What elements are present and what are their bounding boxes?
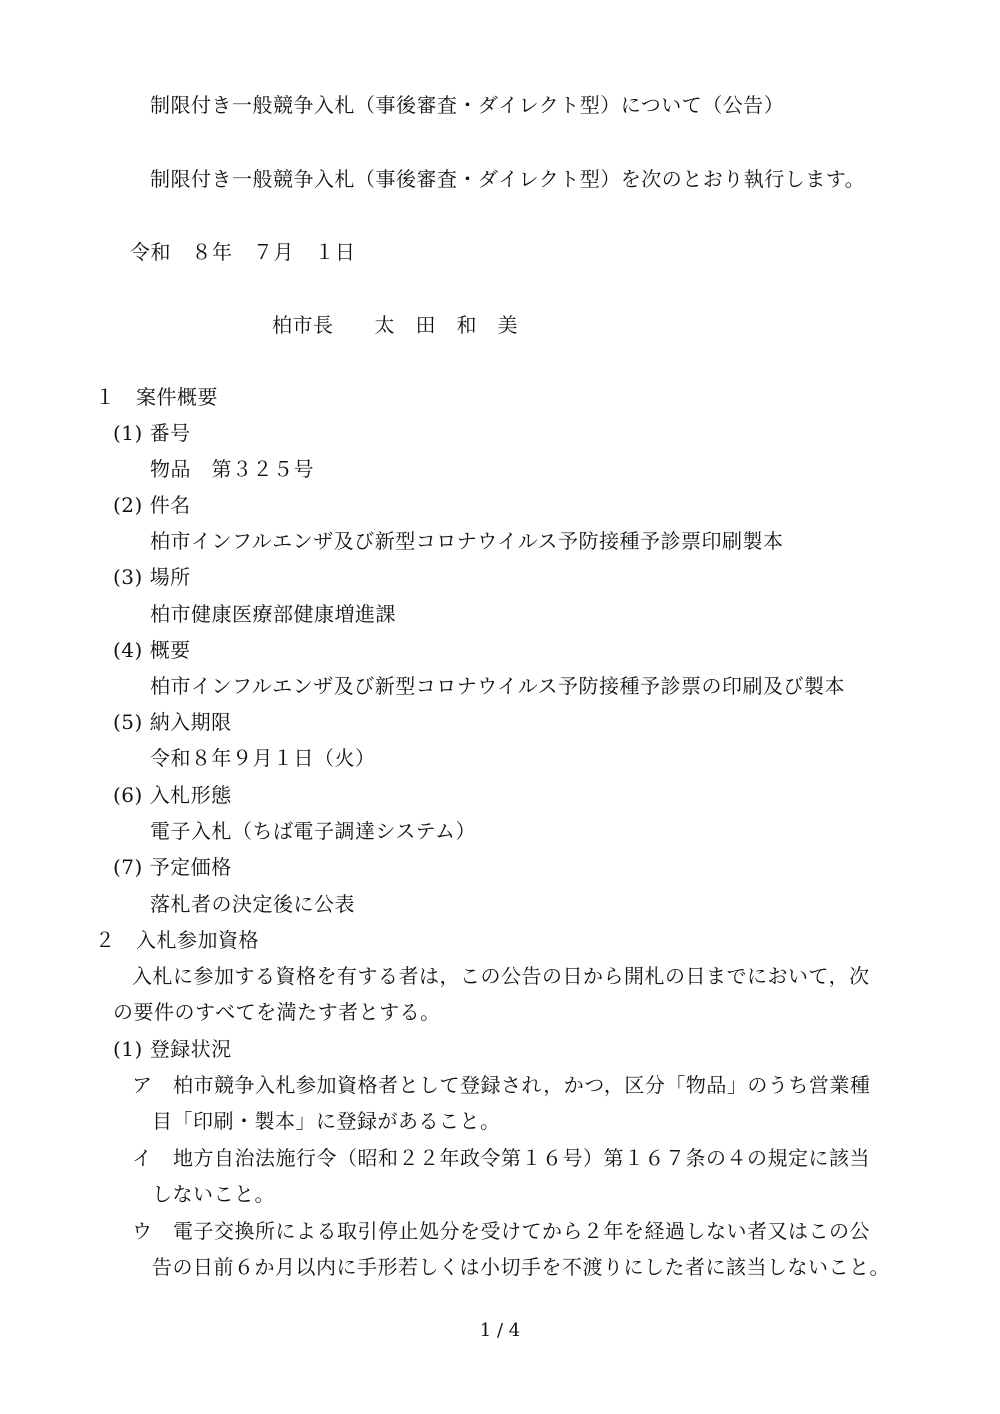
notice-intro: 制限付き一般競争入札（事後審査・ダイレクト型）を次のとおり執行します。 (150, 167, 866, 191)
requirement-i-line2: しないこと。 (152, 1182, 275, 1206)
notice-issuer: 柏市長 太 田 和 美 (272, 313, 518, 337)
notice-title: 制限付き一般競争入札（事後審査・ダイレクト型）について（公告） (150, 93, 785, 117)
notice-date: 令和 ８年 ７月 １日 (130, 240, 356, 264)
item-2-value: 柏市インフルエンザ及び新型コロナウイルス予防接種予診票印刷製本 (150, 529, 784, 553)
requirement-a-line1: ア 柏市競争入札参加資格者として登録され，かつ，区分「物品」のうち営業種 (132, 1073, 871, 1097)
item-7-label: (7) 予定価格 (113, 855, 232, 879)
section-2-intro-line2: の要件のすべてを満たす者とする。 (113, 1000, 441, 1024)
section-1-heading: １ 案件概要 (95, 385, 218, 409)
item-1-label: (1) 番号 (113, 421, 191, 445)
page-number: 1 / 4 (479, 1320, 521, 1341)
item-1-value: 物品 第３２５号 (150, 457, 314, 481)
item-7-value: 落札者の決定後に公表 (150, 892, 355, 916)
item-2-label: (2) 件名 (113, 493, 191, 517)
requirement-a-line2: 目「印刷・製本」に登録があること。 (152, 1109, 501, 1133)
section-2-heading: ２ 入札参加資格 (95, 928, 259, 952)
item-4-label: (4) 概要 (113, 638, 191, 662)
requirement-i-line1: イ 地方自治法施行令（昭和２２年政令第１６号）第１６７条の４の規定に該当 (132, 1146, 870, 1170)
requirement-u-line1: ウ 電子交換所による取引停止処分を受けてから２年を経過しない者又はこの公 (132, 1219, 870, 1243)
section-2-intro-line1: 入札に参加する資格を有する者は，この公告の日から開札の日までにおいて，次 (132, 964, 870, 988)
item-4-value: 柏市インフルエンザ及び新型コロナウイルス予防接種予診票の印刷及び製本 (150, 674, 845, 698)
item-6-label: (6) 入札形態 (113, 783, 232, 807)
item-3-value: 柏市健康医療部健康増進課 (150, 602, 396, 626)
item-5-label: (5) 納入期限 (113, 710, 232, 734)
subsection-1-label: (1) 登録状況 (113, 1037, 232, 1061)
requirement-u-line2: 告の日前６か月以内に手形若しくは小切手を不渡りにした者に該当しないこと。 (152, 1255, 890, 1279)
item-5-value: 令和８年９月１日（火） (150, 746, 376, 770)
item-6-value: 電子入札（ちば電子調達システム） (150, 819, 476, 843)
item-3-label: (3) 場所 (113, 565, 191, 589)
